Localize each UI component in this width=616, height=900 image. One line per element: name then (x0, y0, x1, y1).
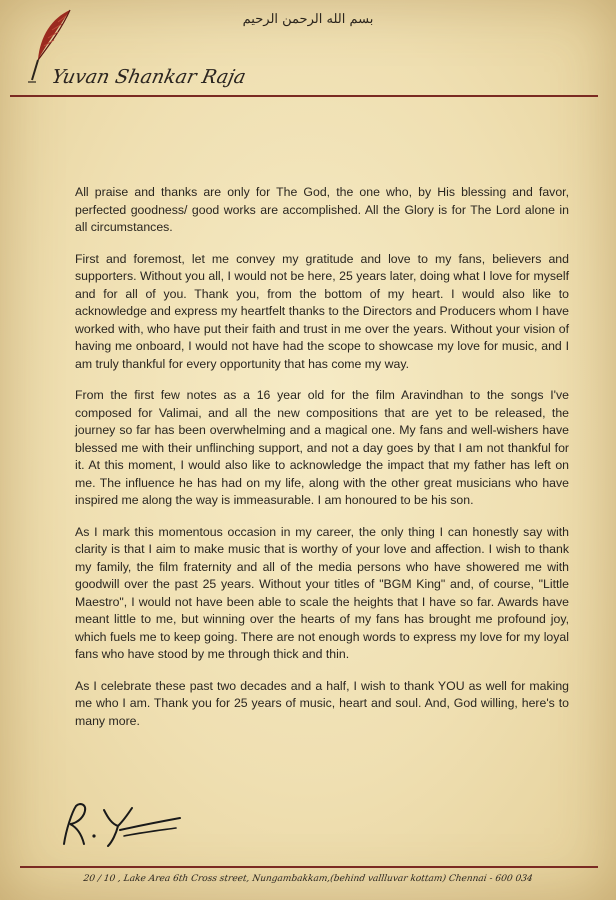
letter-body (75, 184, 569, 744)
letterhead-name: Yuvan Shankar Raja (49, 66, 248, 88)
paragraph-3: From the first few notes as a 16 year old for the film Aravindhan to the songs I've composed for Valimai, and all the new compositions that are yet to be released, the journey so far has been overwhelming and a magical one. My fans and well-wishers have blessed me with their unflinching support, and not a day goes by that I am not thankful for it. At this moment, I would also like to acknowledge the impact that my father has left on me. The influence he has had on my life, along with the other great musicians who have inspired me along the way is immeasurable. I am honoured to be his son. (75, 388, 569, 507)
footer-divider (20, 866, 598, 868)
header-divider (10, 95, 598, 97)
paragraph-2: First and foremost, let me convey my gratitude and love to my fans, believers and supporters. Without you all, I would not be here, 25 years later, doing what I love for myself and for all of you. Thank you, from the bottom of my heart. I would also like to acknowledge and express my heartfelt thanks to the Directors and Producers whom I have worked with, who have put their faith and trust in me over the years. Without your vision of having me onboard, I would not have had the scope to showcase my love for music, and I am truly thankful for every opportunity that has come my way. (75, 251, 569, 371)
paragraph-5: As I celebrate these past two decades and a half, I wish to thank YOU as well for making me who I am. Thank you for 25 years of music, heart and soul. And, God willing, here's to many more. (75, 678, 569, 728)
handwritten-signature (58, 800, 188, 850)
paragraph-1: All praise and thanks are only for The God, the one who, by His blessing and favor, perfected goodness/ good works are accomplished. All the Glory is for The Lord alone in all circumstances. (75, 185, 569, 234)
paragraph-4: As I mark this momentous occasion in my career, the only thing I can honestly say with clarity is that I aim to make music that is worthy of your love and affection. I wish to thank my family, the film fraternity and all of the media persons who have showered me with goodwill over the past 25 years. Without your titles of "BGM King" and, of course, "Little Maestro", I would not have been able to scale the heights that I have so far. Awards have meant little to me, but winning over the hearts of my fans has brought me profound joy, which fuels me to keep going. There are not enough words to express my love for my loyal fans who have stood by me through thick and thin. (75, 524, 569, 661)
footer-address: 20 / 10 , Lake Area 6th Cross street, Nungambakkam,(behind vallluvar kottam) Chennai - 600 034 (82, 874, 534, 884)
bismillah-calligraphy: بسم الله الرحمن الرحيم (242, 12, 374, 27)
